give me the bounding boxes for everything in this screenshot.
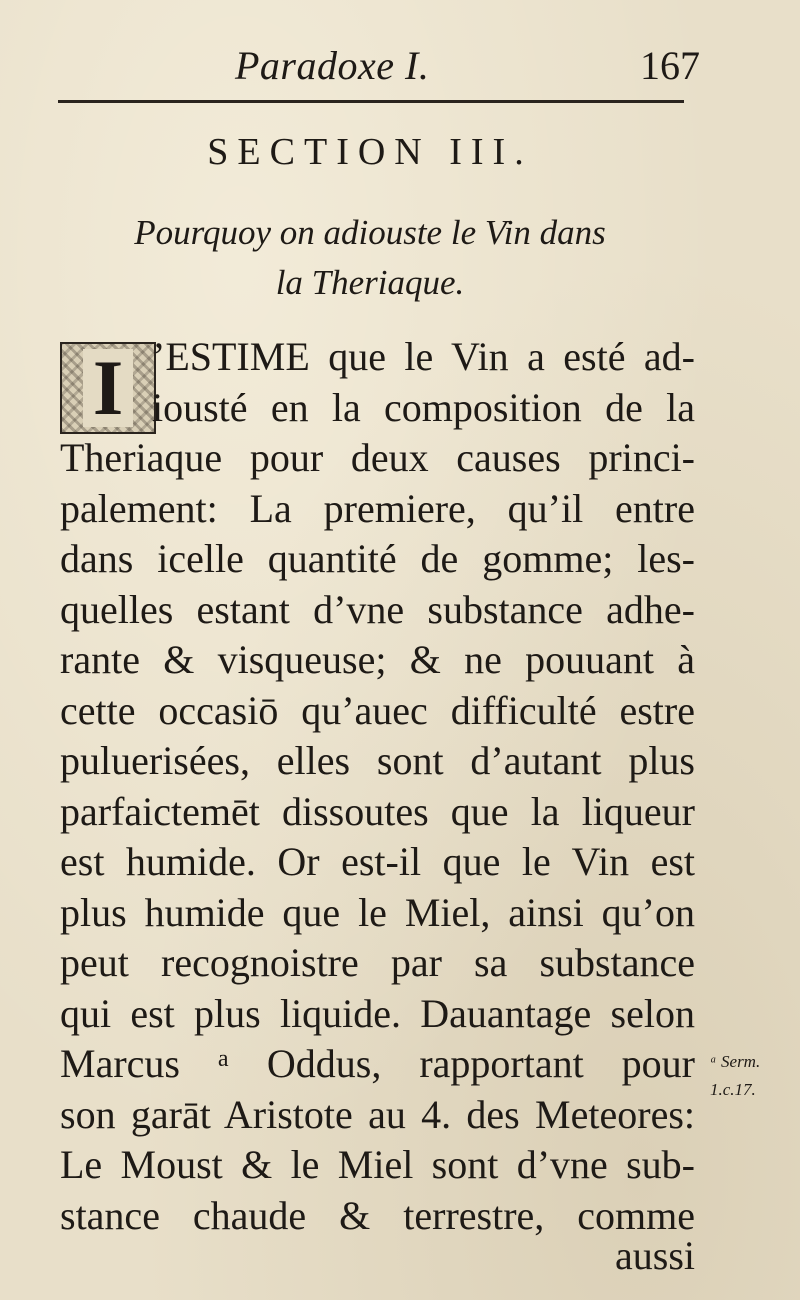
header-rule	[58, 100, 684, 103]
body-line: palement: La premiere, qu’il entre	[60, 485, 695, 531]
section-title	[0, 208, 740, 308]
marginal-note	[710, 1048, 798, 1104]
section-title-line-1: Pourquoy on adiouste le Vin dans	[134, 213, 606, 252]
body-line: plus humide que le Miel, ainsi qu’on	[60, 889, 695, 935]
running-title: Paradoxe I.	[235, 43, 430, 88]
catchword: aussi	[615, 1233, 695, 1278]
ornamental-initial-letter: I	[83, 349, 133, 427]
body-line: Marcus ᵃ Oddus, rapportant pour	[60, 1041, 695, 1086]
body-line: est humide. Or est-il que le Vin est	[60, 839, 695, 884]
body-line: peut recognoistre par sa substance	[60, 940, 695, 985]
body-line: son garāt Aristote au 4. des Meteores:	[60, 1091, 695, 1137]
section-title-line-2: la Theriaque.	[275, 263, 465, 302]
body-line: Theriaque pour deux causes princi-	[60, 435, 695, 480]
marginal-note-line-2: 1.c.17.	[710, 1080, 756, 1099]
marginal-note-line-1: ᵃ Serm.	[710, 1052, 761, 1071]
body-line: stance chaude & terrestre, comme	[60, 1192, 695, 1238]
page-header	[60, 42, 700, 92]
body-line: qui est plus liquide. Dauantage selon	[60, 990, 695, 1036]
body-line: cette occasiō qu’auec difficulté estre	[60, 687, 695, 733]
page-number: 167	[640, 43, 700, 88]
body-line: dans icelle quantité de gomme; les-	[60, 536, 695, 581]
body-line: Le Moust & le Miel sont d’vne sub-	[60, 1142, 695, 1187]
body-line: ’ESTIME que le Vin a esté ad-	[152, 334, 695, 379]
body-line: iousté en la composition de la	[152, 384, 695, 430]
body-line: parfaictemēt dissoutes que la liqueur	[60, 788, 695, 834]
body-line: puluerisées, elles sont d’autant plus	[60, 738, 695, 783]
section-heading: SECTION III.	[207, 131, 533, 173]
body-line: rante & visqueuse; & ne pouuant à	[60, 637, 695, 682]
body-line: quelles estant d’vne substance adhe-	[60, 586, 695, 632]
body-text	[60, 332, 695, 1241]
